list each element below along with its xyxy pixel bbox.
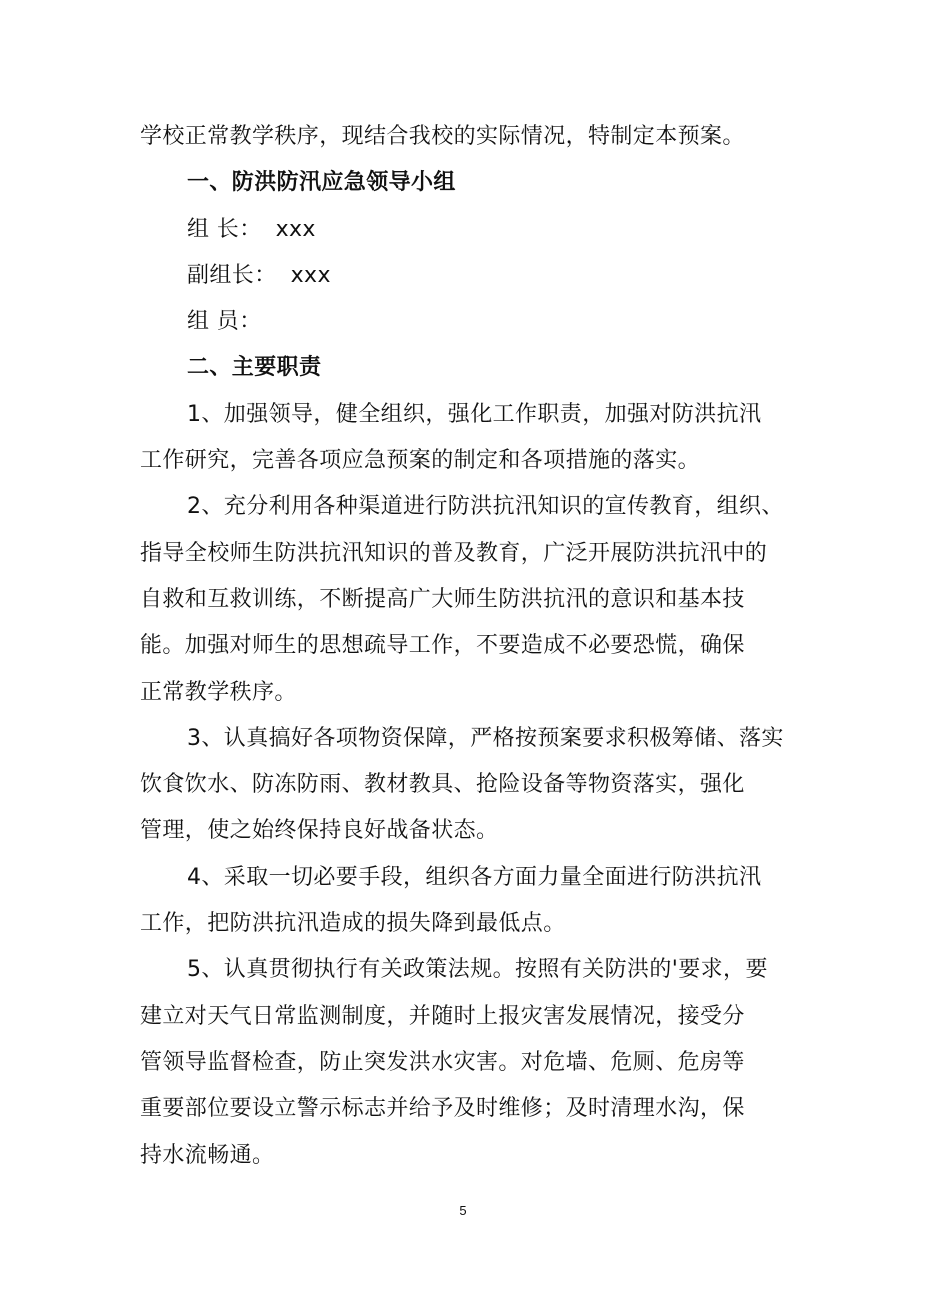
text-line: 管领导监督检查，防止突发洪水灾害。对危墙、危厕、危房等	[140, 1049, 745, 1075]
text-line: 饮食饮水、防冻防雨、教材教具、抢险设备等物资落实，强化	[140, 772, 745, 798]
text-line: 2、充分利用各种渠道进行防洪抗汛知识的宣传教育，组织、	[187, 494, 784, 520]
deputy-leader-line	[140, 253, 780, 299]
text-line: 正常教学秩序。	[140, 679, 297, 705]
group-members-label: 组 员：	[187, 309, 262, 335]
text-line: 重要部位要设立警示标志并给予及时维修；及时清理水沟，保	[140, 1096, 745, 1122]
text-line: 工作研究，完善各项应急预案的制定和各项措施的落实。	[140, 448, 701, 474]
text-line: 4、采取一切必要手段，组织各方面力量全面进行防洪抗汛	[187, 864, 762, 890]
text-line: 自救和互救训练，不断提高广大师生防洪抗汛的意识和基本技	[140, 586, 745, 612]
deputy-leader-value: xxx	[290, 262, 331, 288]
text-line: 1、加强领导，健全组织，强化工作职责，加强对防洪抗汛	[187, 401, 762, 427]
text-line: 管理，使之始终保持良好战备状态。	[140, 818, 499, 844]
text-line: 学校正常教学秩序，现结合我校的实际情况，特制定本预案。	[140, 124, 745, 149]
text-line: 能。加强对师生的思想疏导工作，不要造成不必要恐慌，确保	[140, 633, 745, 659]
section-heading-main-duties: 二、主要职责	[187, 355, 322, 381]
section-heading-leadership-group: 一、防洪防汛应急领导小组	[187, 170, 456, 196]
text-line: 5、认真贯彻执行有关政策法规。按照有关防洪的'要求，要	[187, 957, 768, 983]
text-line: 工作，把防洪抗汛造成的损失降到最低点。	[140, 911, 566, 937]
document-body	[140, 114, 784, 1179]
group-leader-value: xxx	[275, 216, 316, 242]
text-line: 指导全校师生防洪抗汛知识的普及教育，广泛开展防洪抗汛中的	[140, 540, 768, 566]
page-number: 5	[459, 1203, 467, 1218]
text-line: 持水流畅通。	[140, 1142, 275, 1168]
text-line: 3、认真搞好各项物资保障，严格按预案要求积极筹储、落实	[187, 725, 784, 751]
text-line: 建立对天气日常监测制度，并随时上报灾害发展情况，接受分	[140, 1003, 745, 1029]
group-leader-label: 组 长：	[187, 216, 262, 242]
deputy-leader-label: 副组长：	[187, 262, 277, 288]
group-leader-line	[140, 207, 780, 253]
